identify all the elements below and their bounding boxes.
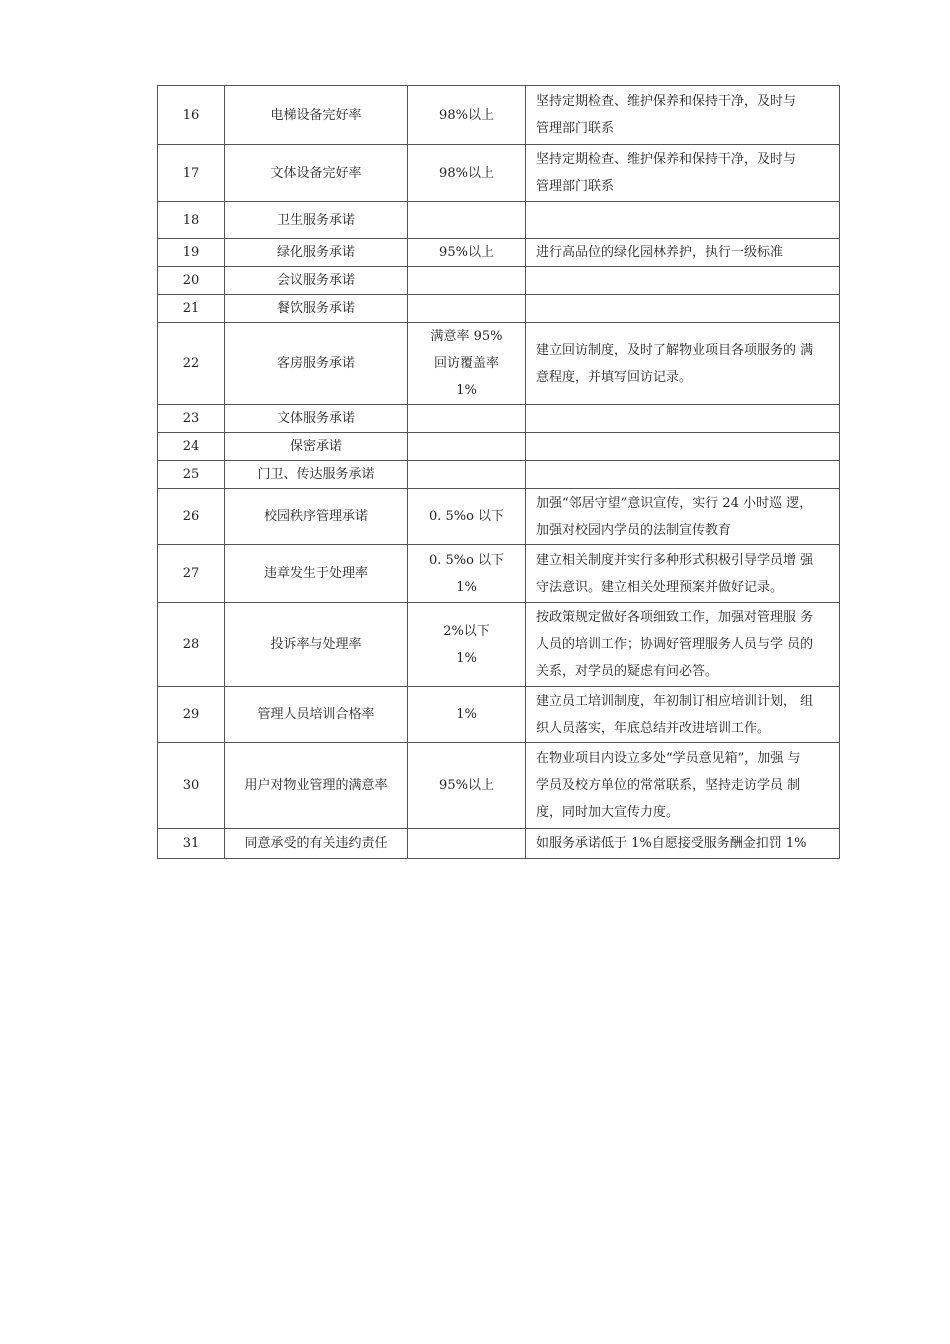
measure-line: 意程度，并填写回访记录。 xyxy=(536,369,693,385)
table-row xyxy=(158,267,840,295)
measure-line: 如服务承诺低于 1%自愿接受服务酬金扣罚 1% xyxy=(536,836,807,851)
row-number: 30 xyxy=(158,743,225,829)
target-value xyxy=(408,145,526,202)
commitment-item: 门卫、传达服务承诺 xyxy=(225,461,408,489)
row-number: 31 xyxy=(158,829,225,859)
target-value xyxy=(408,86,526,145)
row-number: 29 xyxy=(158,687,225,743)
measure-text xyxy=(526,202,840,239)
commitment-item: 用户对物业管理的满意率 xyxy=(225,743,408,829)
target-line: 1% xyxy=(456,707,477,722)
measure-line: 人员的培训工作；协调好管理服务人员与学 员的 xyxy=(536,637,814,652)
table-row xyxy=(158,323,840,405)
target-line: 1% xyxy=(456,383,477,398)
service-commitment-table xyxy=(157,85,840,859)
measure-text xyxy=(526,687,840,743)
target-line: 95%以上 xyxy=(439,245,494,260)
target-value xyxy=(408,323,526,405)
measure-text xyxy=(526,743,840,829)
target-value xyxy=(408,202,526,239)
table-row xyxy=(158,86,840,145)
measure-text xyxy=(526,545,840,603)
measure-line: 建立回访制度，及时了解物业项目各项服务的 满 xyxy=(536,342,814,358)
table-row xyxy=(158,743,840,829)
measure-line: 在物业项目内设立多处“学员意见箱”，加强 与 xyxy=(536,751,801,766)
measure-text xyxy=(526,239,840,267)
table-row xyxy=(158,829,840,859)
measure-text xyxy=(526,86,840,145)
commitment-item: 卫生服务承诺 xyxy=(225,202,408,239)
row-number: 19 xyxy=(158,239,225,267)
measure-text xyxy=(526,603,840,687)
measure-line: 按政策规定做好各项细致工作，加强对管理服 务 xyxy=(536,610,814,625)
measure-line: 关系，对学员的疑虑有问必答。 xyxy=(536,664,719,679)
target-line: 95%以上 xyxy=(439,778,494,793)
measure-text xyxy=(526,405,840,433)
row-number: 20 xyxy=(158,267,225,295)
target-line: 1% xyxy=(456,650,477,666)
measure-text xyxy=(526,323,840,405)
measure-line: 加强“邻居守望”意识宣传，实行 24 小时巡 逻， xyxy=(536,495,813,511)
target-value xyxy=(408,267,526,295)
row-number: 18 xyxy=(158,202,225,239)
commitment-item: 投诉率与处理率 xyxy=(225,603,408,687)
target-value xyxy=(408,603,526,687)
table-row xyxy=(158,202,840,239)
row-number: 23 xyxy=(158,405,225,433)
commitment-item: 绿化服务承诺 xyxy=(225,239,408,267)
target-value xyxy=(408,545,526,603)
measure-text xyxy=(526,489,840,545)
target-value xyxy=(408,461,526,489)
row-number: 24 xyxy=(158,433,225,461)
table-row xyxy=(158,545,840,603)
measure-text xyxy=(526,267,840,295)
row-number: 21 xyxy=(158,295,225,323)
measure-line: 织人员落实，年底总结并改进培训工作。 xyxy=(536,720,771,736)
table-row xyxy=(158,433,840,461)
table-row xyxy=(158,405,840,433)
commitment-item: 会议服务承诺 xyxy=(225,267,408,295)
measure-line: 守法意识。建立相关处理预案并做好记录。 xyxy=(536,579,784,595)
measure-line: 坚持定期检查、维护保养和保持干净，及时与 xyxy=(536,94,797,109)
measure-line: 度，同时加大宣传力度。 xyxy=(536,805,680,820)
target-line: 满意率 95% xyxy=(430,329,503,344)
target-value xyxy=(408,239,526,267)
row-number: 17 xyxy=(158,145,225,202)
target-line: 1% xyxy=(456,579,477,595)
measure-line: 坚持定期检查、维护保养和保持干净，及时与 xyxy=(536,152,797,167)
target-value xyxy=(408,295,526,323)
table-row xyxy=(158,461,840,489)
commitment-item: 违章发生于处理率 xyxy=(225,545,408,603)
target-line: 98%以上 xyxy=(439,165,494,181)
target-line: 回访覆盖率 xyxy=(433,356,499,371)
commitment-item: 文体服务承诺 xyxy=(225,405,408,433)
target-line: 98%以上 xyxy=(439,107,494,123)
measure-line: 进行高品位的绿化园林养护，执行一级标准 xyxy=(536,245,784,260)
measure-text xyxy=(526,829,840,859)
measure-text xyxy=(526,145,840,202)
commitment-item: 同意承受的有关违约责任 xyxy=(225,829,408,859)
table-row xyxy=(158,603,840,687)
measure-text xyxy=(526,461,840,489)
row-number: 28 xyxy=(158,603,225,687)
target-value xyxy=(408,489,526,545)
row-number: 22 xyxy=(158,323,225,405)
commitment-item: 电梯设备完好率 xyxy=(225,86,408,145)
target-value xyxy=(408,743,526,829)
table-row xyxy=(158,295,840,323)
measure-line: 建立员工培训制度，年初制订相应培训计划， 组 xyxy=(536,693,814,709)
target-line: 0. 5%o 以下 xyxy=(428,552,505,568)
target-line: 2%以下 xyxy=(443,623,490,639)
commitment-item: 校园秩序管理承诺 xyxy=(225,489,408,545)
measure-line: 管理部门联系 xyxy=(536,179,615,194)
measure-text xyxy=(526,433,840,461)
table-body xyxy=(158,86,840,859)
target-value xyxy=(408,433,526,461)
commitment-item: 管理人员培训合格率 xyxy=(225,687,408,743)
table-row xyxy=(158,489,840,545)
target-value xyxy=(408,405,526,433)
table-row xyxy=(158,145,840,202)
commitment-item: 保密承诺 xyxy=(225,433,408,461)
commitment-item: 客房服务承诺 xyxy=(225,323,408,405)
row-number: 26 xyxy=(158,489,225,545)
measure-text xyxy=(526,295,840,323)
row-number: 16 xyxy=(158,86,225,145)
measure-line: 学员及校方单位的常常联系，坚持走访学员 制 xyxy=(536,778,801,793)
measure-line: 管理部门联系 xyxy=(536,121,615,136)
target-line: 0. 5%o 以下 xyxy=(428,509,505,524)
target-value xyxy=(408,687,526,743)
commitment-item: 文体设备完好率 xyxy=(225,145,408,202)
table-row xyxy=(158,239,840,267)
measure-line: 加强对校园内学员的法制宣传教育 xyxy=(536,522,732,538)
row-number: 25 xyxy=(158,461,225,489)
target-value xyxy=(408,829,526,859)
commitment-item: 餐饮服务承诺 xyxy=(225,295,408,323)
measure-line: 建立相关制度并实行多种形式积极引导学员增 强 xyxy=(536,552,814,568)
table-row xyxy=(158,687,840,743)
row-number: 27 xyxy=(158,545,225,603)
